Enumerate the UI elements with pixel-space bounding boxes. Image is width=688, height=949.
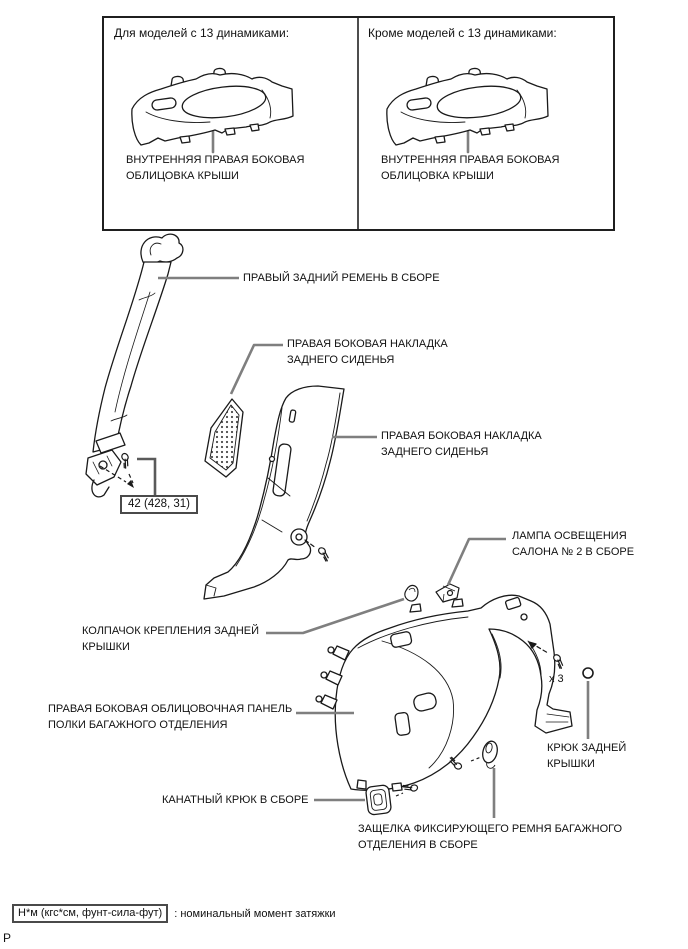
seatbelt-illustration — [86, 234, 183, 497]
seat-pad-grille-illustration — [205, 399, 243, 477]
roof-trim-label-left: ВНУТРЕННЯЯ ПРАВАЯ БОКОВАЯ ОБЛИЦОВКА КРЫШИ — [126, 154, 305, 182]
back-door-hook-part — [583, 668, 593, 678]
callout-strap-latch: ЗАЩЕЛКА ФИКСИРУЮЩЕГО РЕМНЯ БАГАЖНОГО ОТДЕЛЕНИЯ В СБОРЕ — [358, 823, 623, 851]
callout-seat-pad-lower: ПРАВАЯ БОКОВАЯ НАКЛАДКА ЗАДНЕГО СИДЕНЬЯ — [381, 430, 542, 458]
torque-legend-description: : номинальный момент затяжки — [174, 907, 336, 920]
quantity-multiplier: x 3 — [549, 673, 564, 685]
callout-rear-belt: ПРАВЫЙ ЗАДНИЙ РЕМЕНЬ В СБОРЕ — [243, 272, 440, 284]
torque-legend — [12, 904, 336, 923]
callout-luggage-panel: ПРАВАЯ БОКОВАЯ ОБЛИЦОВОЧНАЯ ПАНЕЛЬ ПОЛКИ БАГАЖНОГО ОТДЕЛЕНИЯ — [48, 703, 293, 731]
torque-spec-box: 42 (428, 31) — [120, 495, 198, 514]
callout-seat-pad-upper: ПРАВАЯ БОКОВАЯ НАКЛАДКА ЗАДНЕГО СИДЕНЬЯ — [287, 338, 448, 366]
luggage-panel-illustration — [316, 595, 572, 791]
callout-rope-hook: КАНАТНЫЙ КРЮК В СБОРЕ — [162, 794, 309, 806]
page-marker-text: P — [3, 931, 12, 945]
torque-unit-box: Н*м (кгс*см, фунт-сила-фут) — [12, 904, 168, 923]
callout-back-door-hook: КРЮК ЗАДНЕЙ КРЫШКИ — [547, 742, 627, 770]
roof-trim-label-right: ВНУТРЕННЯЯ ПРАВАЯ БОКОВАЯ ОБЛИЦОВКА КРЫШИ — [381, 154, 560, 182]
variant-header-except-13-speakers: Кроме моделей с 13 динамиками: — [368, 26, 557, 40]
callout-back-door-cap: КОЛПАЧОК КРЕПЛЕНИЯ ЗАДНЕЙ КРЫШКИ — [82, 625, 260, 653]
speaker-variant-box — [102, 16, 615, 231]
callout-room-light: ЛАМПА ОСВЕЩЕНИЯ САЛОНА № 2 В СБОРЕ — [512, 530, 635, 558]
variant-header-13-speakers: Для моделей с 13 динамиками: — [114, 26, 290, 40]
back-door-cap-part — [405, 585, 418, 601]
variant-box-divider — [357, 18, 359, 229]
